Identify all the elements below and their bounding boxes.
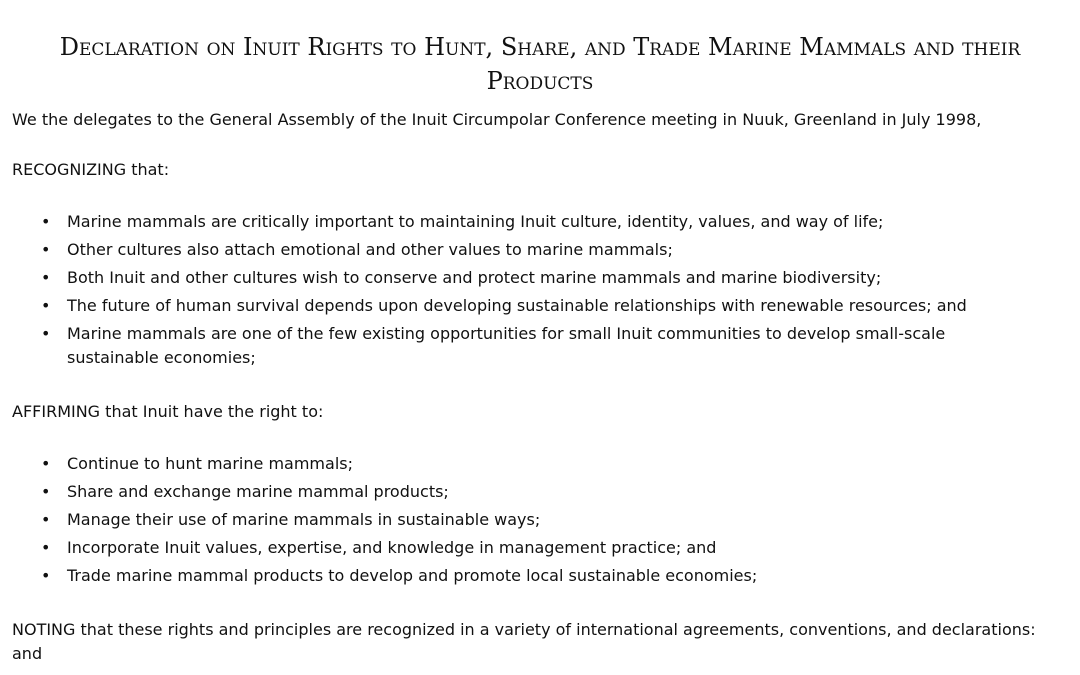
bullet-icon: • <box>41 482 51 501</box>
bullet-icon: • <box>41 240 51 259</box>
list-item-text: Incorporate Inuit values, expertise, and knowledge in management practice; and <box>67 538 717 557</box>
list-item <box>41 294 1068 318</box>
bullet-icon: • <box>41 566 51 585</box>
list-item-text: Marine mammals are critically important to maintaining Inuit culture, identity, values, and way of life; <box>67 212 884 231</box>
list-item-text: Continue to hunt marine mammals; <box>67 454 353 473</box>
list-item-text: Other cultures also attach emotional and other values to marine mammals; <box>67 240 673 259</box>
list-item <box>41 536 1068 560</box>
document-title: Declaration on Inuit Rights to Hunt, Share, and Trade Marine Mammals and their Products <box>59 33 1021 95</box>
affirming-list <box>12 452 1068 588</box>
list-item-text: Both Inuit and other cultures wish to conserve and protect marine mammals and marine biodiversity; <box>67 268 882 287</box>
list-item-text: Share and exchange marine mammal products; <box>67 482 449 501</box>
list-item-text: The future of human survival depends upon developing sustainable relationships with renewable resources; and <box>67 296 967 315</box>
bullet-icon: • <box>41 296 51 315</box>
bullet-icon: • <box>41 510 51 529</box>
bullet-icon: • <box>41 268 51 287</box>
list-item <box>41 480 1068 504</box>
intro-paragraph: We the delegates to the General Assembly of the Inuit Circumpolar Conference meeting in Nuuk, Greenland in July 1998, <box>12 110 982 129</box>
affirming-heading: AFFIRMING that Inuit have the right to: <box>12 402 324 421</box>
list-item-text: Trade marine mammal products to develop and promote local sustainable economies; <box>67 566 758 585</box>
recognizing-list <box>12 210 1068 370</box>
recognizing-heading: RECOGNIZING that: <box>12 160 170 179</box>
list-item <box>41 210 1068 234</box>
bullet-icon: • <box>41 324 51 343</box>
list-item <box>41 322 1068 370</box>
list-item-text: Marine mammals are one of the few existing opportunities for small Inuit communities to develop small-scale sustainable economies; <box>67 324 946 367</box>
noting-paragraph: NOTING that these rights and principles are recognized in a variety of international agreements, conventions, and declarations: and <box>12 620 1036 663</box>
list-item-text: Manage their use of marine mammals in sustainable ways; <box>67 510 541 529</box>
list-item <box>41 564 1068 588</box>
bullet-icon: • <box>41 538 51 557</box>
bullet-icon: • <box>41 212 51 231</box>
list-item <box>41 266 1068 290</box>
list-item <box>41 508 1068 532</box>
list-item <box>41 238 1068 262</box>
bullet-icon: • <box>41 454 51 473</box>
list-item <box>41 452 1068 476</box>
